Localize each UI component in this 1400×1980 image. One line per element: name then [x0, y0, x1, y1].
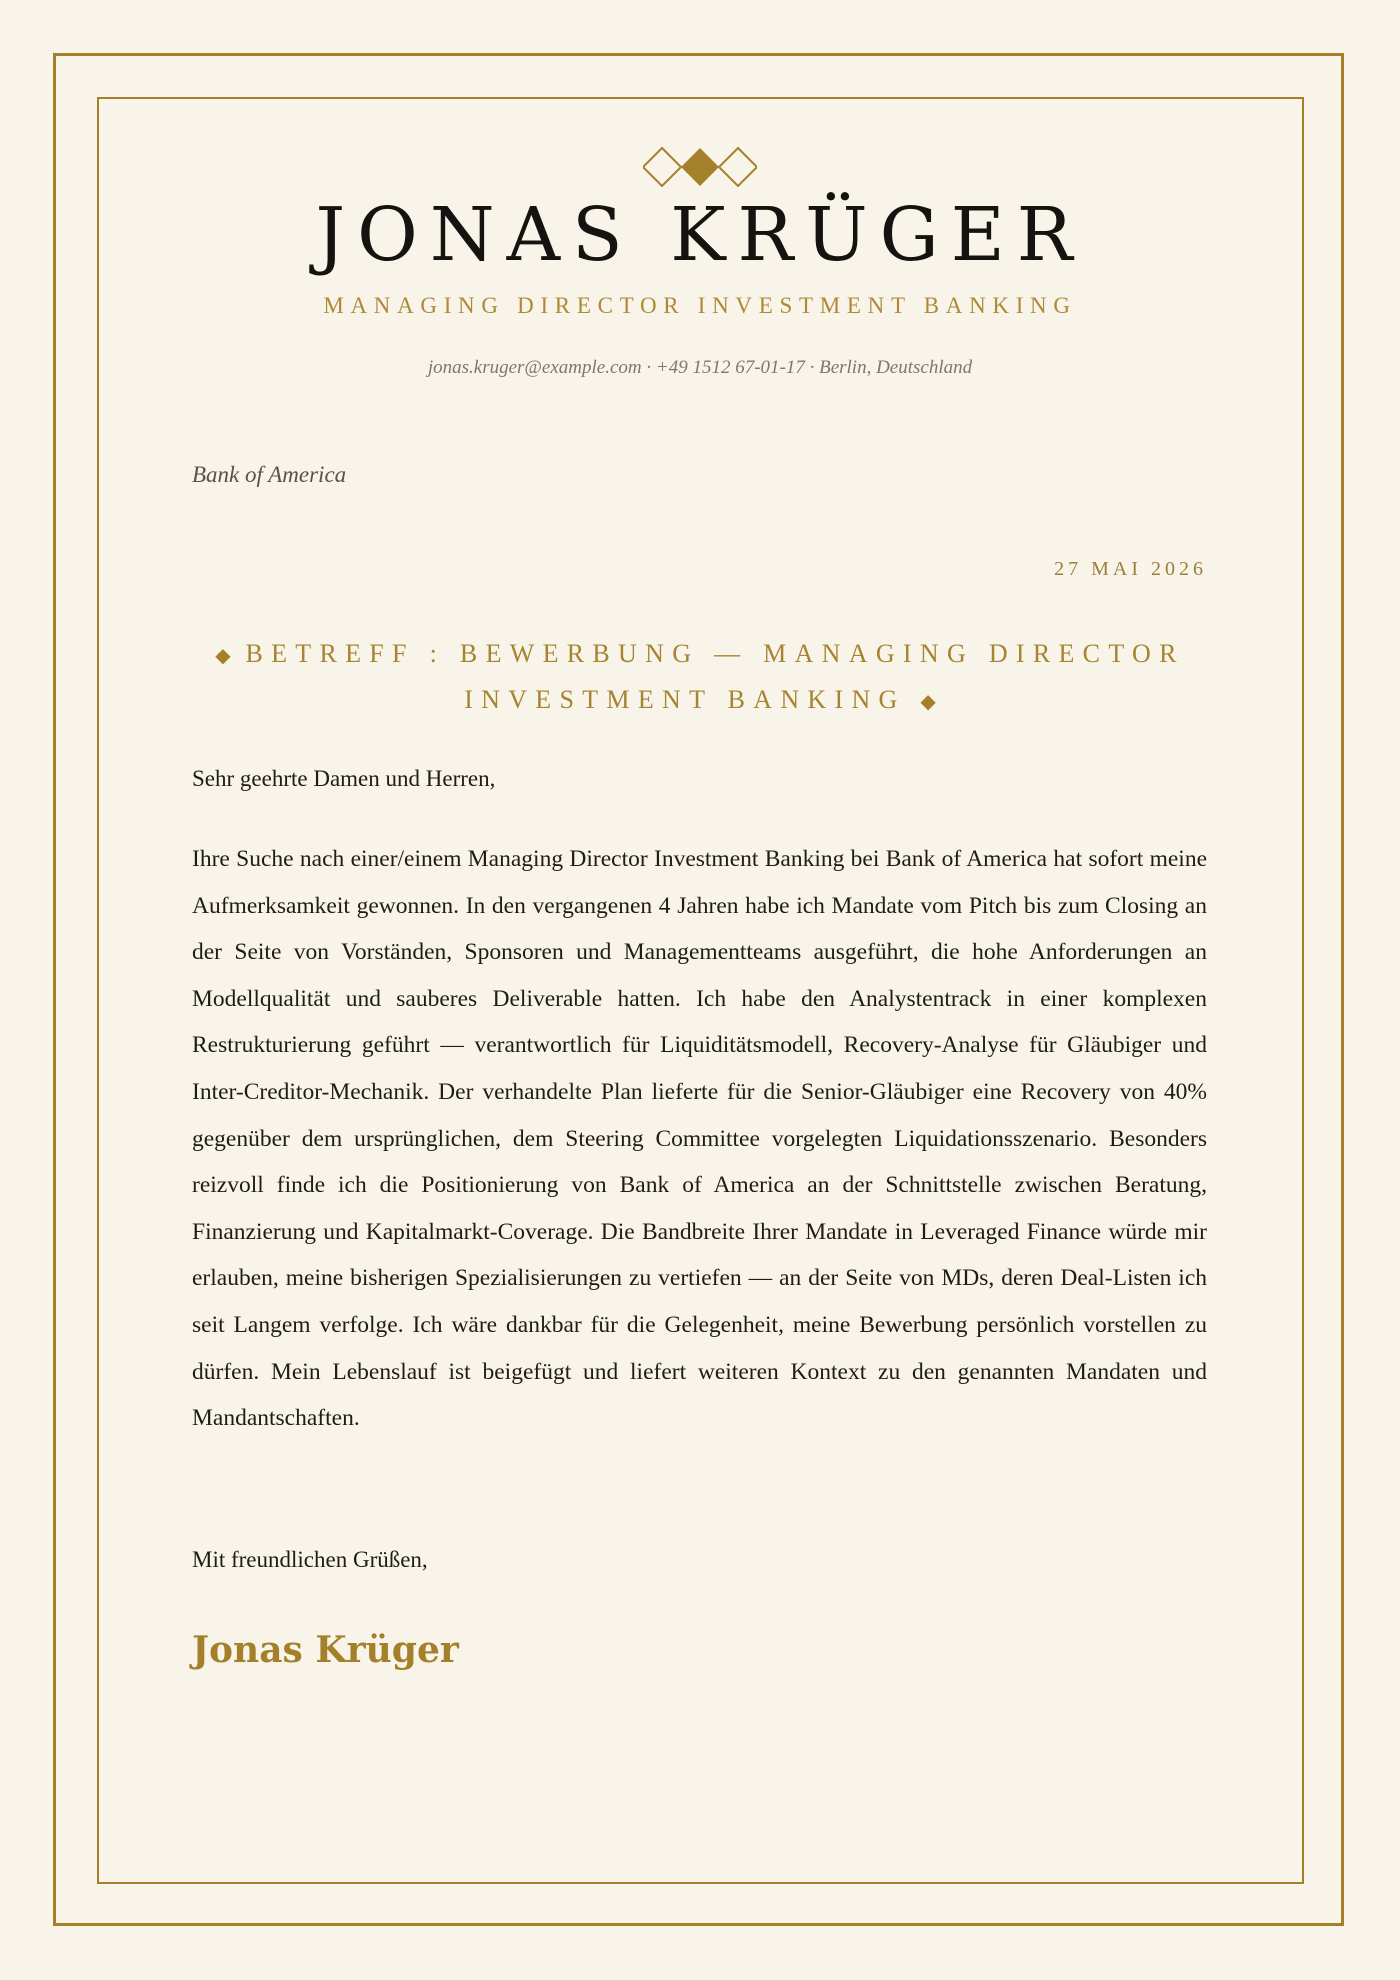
- letter-body: Ihre Suche nach einer/einem Managing Director Investment Banking bei Bank of America hat sofort meine Aufmerksamkeit gewonnen. In den vergangenen 4 Jahren habe ich Mandate vom Pitch bis zum Closing an der Seite von Vorständen, Sponsoren und Managementteams ausgeführt, die hohe Anforderungen an Modellqualität und sauberes Deliverable hatten. Ich habe den Analystentrack in einer komplexen Restrukturierung geführt — verantwortlich für Liquiditätsmodell, Recovery-Analyse für Gläubiger und Inter-Creditor-Mechanik. Der verhandelte Plan lieferte für die Senior-Gläubiger eine Recovery von 40% gegenüber dem ursprünglichen, dem Steering Committee vorgelegten Liquidationsszenario. Besonders reizvoll finde ich die Positionierung von Bank of America an der Schnittstelle zwischen Beratung, Finanzierung und Kapitalmarkt-Coverage. Die Bandbreite Ihrer Mandate in Leveraged Finance würde mir erlauben, meine bisherigen Spezialisierungen zu vertiefen — an der Seite von MDs, deren Deal-Listen ich seit Langem verfolge. Ich wäre dankbar für die Gelegenheit, meine Bewerbung persönlich vorstellen zu dürfen. Mein Lebenslauf ist beigefügt und liefert weiteren Kontext zu den genannten Mandaten und Mandantschaften.: [192, 846, 1207, 1432]
- recipient: Bank of America: [192, 462, 347, 487]
- subject-text: BETREFF : BEWERBUNG — MANAGING DIRECTOR INVESTMENT BANKING: [245, 639, 1185, 714]
- diamond-ornament-icon: [643, 146, 757, 188]
- diamond-icon: ◆: [920, 691, 936, 713]
- diamond-icon: ◆: [215, 645, 231, 667]
- salutation: Sehr geehrte Damen und Herren,: [192, 766, 496, 791]
- applicant-name: JONAS KRÜGER: [315, 192, 1085, 278]
- closing: Mit freundlichen Grüßen,: [192, 1547, 428, 1572]
- applicant-role: MANAGING DIRECTOR INVESTMENT BANKING: [323, 293, 1077, 318]
- subject-line: [200, 632, 1200, 724]
- signature: Jonas Krüger: [192, 1629, 459, 1671]
- letter-date: 27 MAI 2026: [1054, 558, 1207, 580]
- contact-line: jonas.kruger@example.com · +49 1512 67-01-17 · Berlin, Deutschland: [427, 357, 973, 378]
